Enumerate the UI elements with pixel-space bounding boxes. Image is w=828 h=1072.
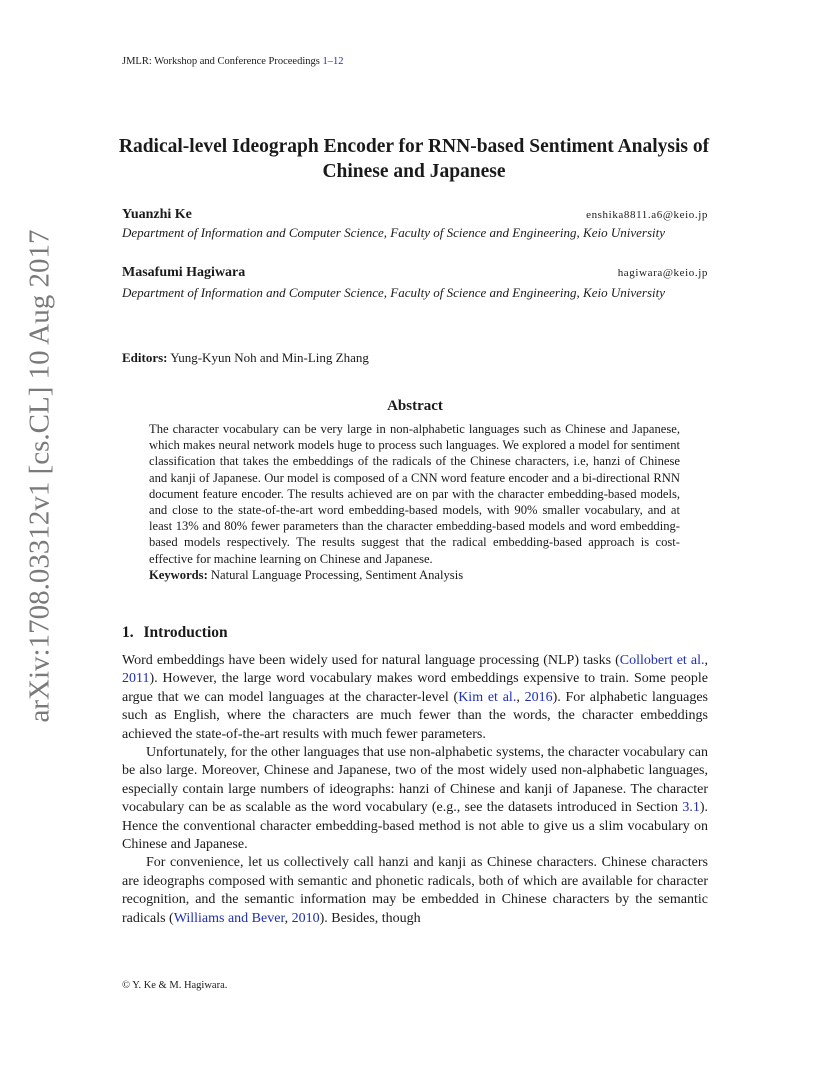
section-body <box>122 652 708 928</box>
section-title: Introduction <box>143 624 228 641</box>
abstract-heading: Abstract <box>387 398 443 414</box>
text-run: Word embeddings have been widely used for natural language processing (NLP) tasks ( <box>122 653 620 668</box>
text-run: Unfortunately, for the other languages that use non-alphabetic systems, the character vocabulary can be also large. Moreover, Chinese and Japanese, two of the most widely used non-alphabetic languages, especially contain large numbers of ideographs: hanzi of Chinese and kanji of Japanese. The character vocabulary can be as scalable as the word vocabulary (e.g., see the datasets introduced in Section <box>122 745 708 816</box>
section-number: 1. <box>122 624 134 641</box>
text-run: ). For alphabetic languages such as English, where the characters are much fewer than the words, the character embeddings achieved the state-of-the-art results with much fewer parameters. <box>122 689 709 742</box>
header-pages-link[interactable]: 1–12 <box>322 56 344 67</box>
abstract-body <box>149 421 680 583</box>
text-run: ). Hence the conventional character embedding-based method is not able to give us a slim vocabulary on Chinese and Japanese. <box>122 800 708 853</box>
author-affiliation: Department of Information and Computer Science, Faculty of Science and Engineering, Keio University <box>122 225 665 240</box>
keywords-label: Keywords: <box>149 567 208 582</box>
author-email: enshika8811.a6@keio.jp <box>586 209 708 221</box>
author-name: Masafumi Hagiwara <box>122 265 246 280</box>
author-name: Yuanzhi Ke <box>122 207 192 222</box>
citation-year-link[interactable]: 2016 <box>524 689 553 705</box>
text-run: For convenience, let us collectively call hanzi and kanji as Chinese characters. Chinese characters are ideographs composed with semantic and phonetic radicals, both of which are available for character recognition, and the semantic information may be embedded in Chinese characters by the semantic radicals ( <box>122 855 708 926</box>
citation-link[interactable]: Williams and Bever <box>173 910 285 926</box>
arxiv-identifier: arXiv:1708.03312v1 [cs.CL] 10 Aug 2017 <box>23 229 56 723</box>
section-ref-link[interactable]: 3.1 <box>682 800 700 816</box>
running-header <box>122 56 343 67</box>
citation-link[interactable]: Kim et al. <box>458 689 517 705</box>
header-text: JMLR: Workshop and Conference Proceedings <box>122 56 320 67</box>
keywords-line <box>149 567 680 583</box>
author-affiliation: Department of Information and Computer Science, Faculty of Science and Engineering, Keio University <box>122 285 665 300</box>
editors-label: Editors: <box>122 350 168 365</box>
paragraph <box>122 652 708 744</box>
text-run: , <box>704 653 708 668</box>
text-run: ). Besides, though <box>319 910 421 926</box>
paragraph <box>122 744 708 854</box>
text-run: , <box>284 910 292 926</box>
text-run: ). However, the large word vocabulary makes word embeddings expensive to train. Some people argue that we can model languages at the character-level ( <box>122 671 708 705</box>
paper-title: Radical-level Ideograph Encoder for RNN-based Sentiment Analysis of Chinese and Japanese <box>118 136 710 182</box>
editors-names: Yung-Kyun Noh and Min-Ling Zhang <box>170 350 369 365</box>
section-heading <box>122 624 228 642</box>
text-run: , <box>516 689 525 705</box>
citation-year-link[interactable]: 2011 <box>122 671 150 687</box>
editors-line <box>122 350 369 366</box>
citation-link[interactable]: Collobert et al. <box>619 653 705 668</box>
abstract-text: The character vocabulary can be very large in non-alphabetic languages such as Chinese and Japanese, which makes neural network models huge to process such languages. We explored a model for sentiment classification that takes the embeddings of the radicals of the Chinese characters, i.e, hanzi of Chinese and kanji of Japanese. Our model is composed of a CNN word feature encoder and a bi-directional RNN document feature encoder. The results achieved are on par with the character embedding-based models, and close to the state-of-the-art word embedding-based models, with 90% smaller vocabulary, and at least 13% and 80% fewer parameters than the character embedding-based models and word embedding-based models respectively. The results suggest that the radical embedding-based approach is cost-effective for machine learning on Chinese and Japanese. <box>149 422 680 566</box>
citation-year-link[interactable]: 2010 <box>291 910 320 926</box>
author-email: hagiwara@keio.jp <box>617 267 708 279</box>
paragraph <box>122 854 708 928</box>
copyright-footer: © Y. Ke & M. Hagiwara. <box>122 980 228 991</box>
keywords-text: Natural Language Processing, Sentiment Analysis <box>210 567 464 582</box>
